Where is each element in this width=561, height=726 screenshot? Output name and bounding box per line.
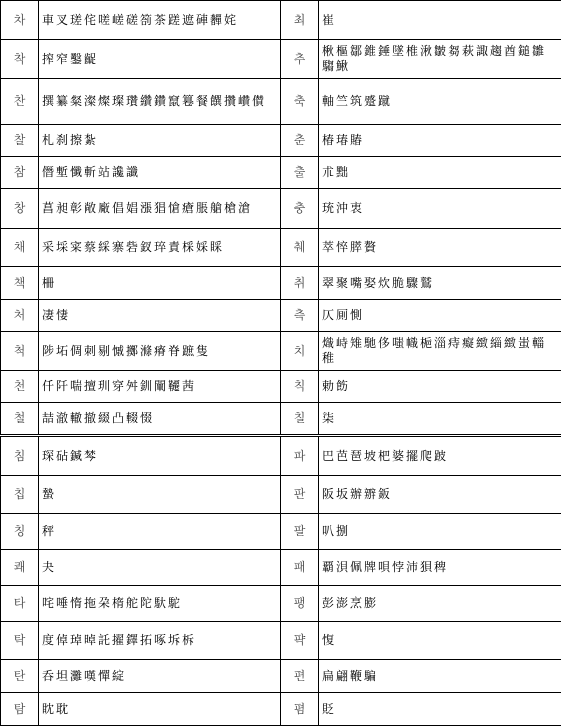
hanja-cell: 凄悽 [39,300,281,332]
hanja-cell: 珫沖衷 [319,189,561,229]
syllable-cell: 칩 [1,476,39,514]
syllable-cell: 출 [281,157,319,189]
table-row [1,300,561,332]
hanja-cell: 眈耽 [39,693,281,726]
hanja-cell: 采埰寀蔡綵寨砦釵琗責棌婇睬 [39,229,281,267]
hanja-cell: 秤 [39,514,281,550]
table-row [1,586,561,622]
hanja-cell: 巴芭琶坡杷婆擺爬跛 [319,436,561,476]
syllable-cell: 칙 [281,371,319,403]
table-row [1,229,561,267]
syllable-cell: 탐 [1,693,39,726]
table-row [1,79,561,125]
syllable-cell: 칭 [1,514,39,550]
hanja-cell: 撰纂粲澯燦璨瓚纘鑽竄篹餐饌攢巑儧 [39,79,281,125]
syllable-cell: 팔 [281,514,319,550]
hanja-cell: 蟄 [39,476,281,514]
syllable-cell: 치 [281,332,319,371]
table-row [1,693,561,726]
hanja-cell: 呑坦灘嘆憚綻 [39,660,281,693]
hanja-cell: 勅飭 [319,371,561,403]
syllable-cell: 찰 [1,125,39,157]
hanja-cell: 僭塹懺斬站讒讖 [39,157,281,189]
syllable-cell: 판 [281,476,319,514]
hanja-cell: 車叉瑳侘嗟嵯磋箚茶蹉遮硨奲姹 [39,1,281,40]
table-row [1,40,561,79]
table-row [1,514,561,550]
syllable-cell: 패 [281,550,319,586]
syllable-cell: 측 [281,300,319,332]
hanja-cell: 萃悴膵贅 [319,229,561,267]
syllable-cell: 팽 [281,586,319,622]
hanja-cell: 陟坧倜刺剔慽擲滌瘠脊蹠隻 [39,332,281,371]
table-row [1,332,561,371]
hanja-cell: 叭捌 [319,514,561,550]
hanja-rows [1,1,561,726]
syllable-cell: 편 [281,660,319,693]
hanja-cell: 扁翩鞭騙 [319,660,561,693]
table-row [1,622,561,660]
table-row [1,267,561,300]
syllable-cell: 참 [1,157,39,189]
table-row [1,436,561,476]
hanja-cell: 柵 [39,267,281,300]
table-row [1,371,561,403]
hanja-cell: 琛砧鍼棽 [39,436,281,476]
hanja-cell: 熾峙雉馳侈嗤幟梔淄痔癡緻緇緻蚩輜稚 [319,332,561,371]
syllable-cell: 침 [1,436,39,476]
table-row [1,660,561,693]
syllable-cell: 찬 [1,79,39,125]
hanja-cell: 度倬琸晫託擢鐸拓啄坼柝 [39,622,281,660]
syllable-cell: 탁 [1,622,39,660]
syllable-cell: 탄 [1,660,39,693]
syllable-cell: 처 [1,300,39,332]
syllable-cell: 책 [1,267,39,300]
hanja-cell: 札刹擦紮 [39,125,281,157]
table-row [1,1,561,40]
syllable-cell: 추 [281,40,319,79]
syllable-cell: 축 [281,79,319,125]
hanja-cell: 朮黜 [319,157,561,189]
syllable-cell: 최 [281,1,319,40]
table-row [1,476,561,514]
syllable-cell: 채 [1,229,39,267]
syllable-cell: 충 [281,189,319,229]
table-row [1,403,561,436]
hanja-cell: 彭澎烹膨 [319,586,561,622]
hanja-cell: 覇浿佩牌唄悖沛狽稗 [319,550,561,586]
hanja-cell: 喆澈轍撤綴凸輟惙 [39,403,281,436]
syllable-cell: 척 [1,332,39,371]
hanja-cell: 軸竺筑蹙蹴 [319,79,561,125]
syllable-cell: 타 [1,586,39,622]
syllable-cell: 천 [1,371,39,403]
syllable-cell: 차 [1,1,39,40]
syllable-cell: 칠 [281,403,319,436]
table-row [1,125,561,157]
syllable-cell: 취 [281,267,319,300]
syllable-cell: 췌 [281,229,319,267]
hanja-cell: 愎 [319,622,561,660]
hanja-cell: 夬 [39,550,281,586]
syllable-cell: 창 [1,189,39,229]
syllable-cell: 착 [1,40,39,79]
syllable-cell: 파 [281,436,319,476]
hanja-cell: 仟阡喘擅玔穿舛釧闡韆茜 [39,371,281,403]
syllable-cell: 쾌 [1,550,39,586]
hanja-cell: 翠聚嘴娶炊脆驟鷲 [319,267,561,300]
hanja-cell: 貶 [319,693,561,726]
table-row [1,189,561,229]
hanja-cell: 阪坂辦辧鈑 [319,476,561,514]
table-row [1,157,561,189]
syllable-cell: 퍅 [281,622,319,660]
syllable-cell: 춘 [281,125,319,157]
hanja-cell: 崔 [319,1,561,40]
table-row [1,550,561,586]
hanja-cell: 椿瑃賰 [319,125,561,157]
syllable-cell: 폄 [281,693,319,726]
syllable-cell: 철 [1,403,39,436]
hanja-cell: 楸樞鄒錐錘墜椎湫皺芻萩諏趨酋鎚雛騶鰍 [319,40,561,79]
hanja-cell: 咤唾惰拖朶楕舵陀馱駝 [39,586,281,622]
hanja-cell: 仄厠惻 [319,300,561,332]
hanja-cell: 柒 [319,403,561,436]
hanja-cell: 菖昶彰敞廠倡娼漲猖愴瘡脹艙槍滄 [39,189,281,229]
hanja-cell: 搾窄鑿齪 [39,40,281,79]
